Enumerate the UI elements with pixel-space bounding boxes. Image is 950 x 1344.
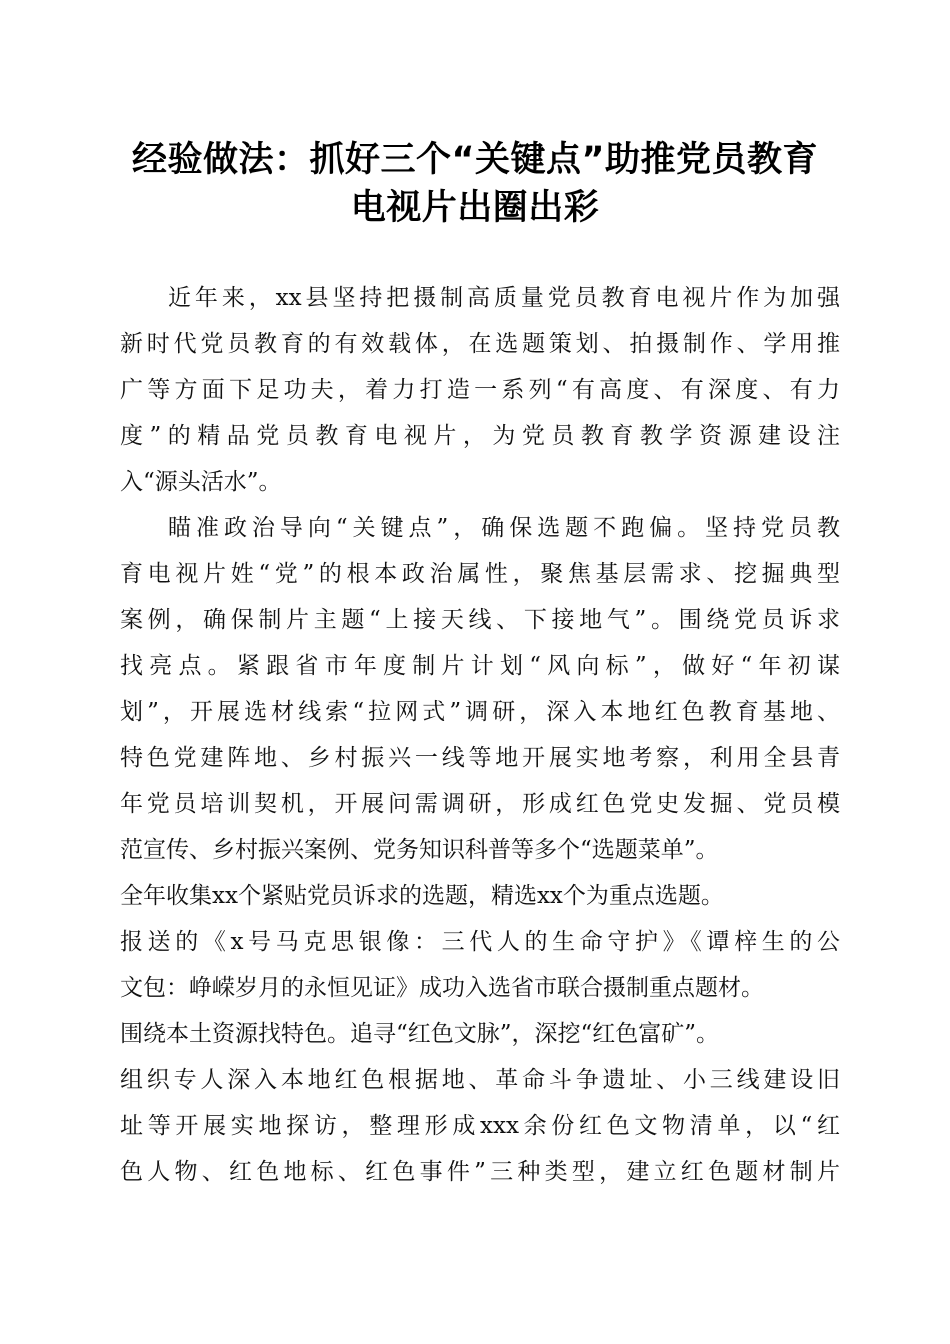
paragraph-line: 文包：峥嵘岁月的永恒见证》成功入选省市联合摄制重点题材。 bbox=[120, 975, 764, 1001]
paragraph-line: 新时代党员教育的有效载体，在选题策划、拍摄制作、学用推 bbox=[120, 331, 840, 357]
document-title bbox=[100, 136, 850, 232]
paragraph-line: 划”，开展选材线索“拉网式”调研，深入本地红色教育基地、 bbox=[120, 699, 840, 725]
paragraph-line: 度”的精品党员教育电视片，为党员教育教学资源建设注 bbox=[120, 423, 840, 449]
paragraph-line: 全年收集xx个紧贴党员诉求的选题，精选xx个为重点选题。 bbox=[120, 883, 724, 909]
paragraph-line: 案例，确保制片主题“上接天线、下接地气”。围绕党员诉求 bbox=[120, 607, 840, 633]
paragraph-line: 址等开展实地探访，整理形成xxx余份红色文物清单，以“红 bbox=[120, 1113, 840, 1139]
paragraph-line: 围绕本土资源找特色。追寻“红色文脉”，深挖“红色富矿”。 bbox=[120, 1021, 720, 1047]
paragraph-line: 入“源头活水”。 bbox=[120, 469, 282, 495]
paragraph-line: 色人物、红色地标、红色事件”三种类型，建立红色题材制片 bbox=[120, 1159, 840, 1185]
paragraph-line: 报送的《x号马克思银像：三代人的生命守护》《谭梓生的公 bbox=[120, 929, 840, 955]
paragraph-line: 范宣传、乡村振兴案例、党务知识科普等多个“选题菜单”。 bbox=[120, 837, 719, 863]
paragraph-line: 特色党建阵地、乡村振兴一线等地开展实地考察，利用全县青 bbox=[120, 745, 840, 771]
title-line-2: 电视片出圈出彩 bbox=[350, 188, 600, 228]
paragraph-line: 育电视片姓“党”的根本政治属性，聚焦基层需求、挖掘典型 bbox=[120, 561, 840, 587]
paragraph-line: 瞄准政治导向“关键点”，确保选题不跑偏。坚持党员教 bbox=[168, 515, 840, 541]
document-body bbox=[120, 275, 840, 1195]
paragraph-line: 找亮点。紧跟省市年度制片计划“风向标”，做好“年初谋 bbox=[120, 653, 840, 679]
paragraph-line: 组织专人深入本地红色根据地、革命斗争遗址、小三线建设旧 bbox=[120, 1067, 840, 1093]
paragraph-line: 年党员培训契机，开展问需调研，形成红色党史发掘、党员模 bbox=[120, 791, 840, 817]
paragraph-line: 近年来，xx县坚持把摄制高质量党员教育电视片作为加强 bbox=[168, 285, 840, 311]
title-line-1: 经验做法：抓好三个“关键点”助推党员教育 bbox=[131, 140, 818, 180]
paragraph-line: 广等方面下足功夫，着力打造一系列“有高度、有深度、有力 bbox=[120, 377, 840, 403]
